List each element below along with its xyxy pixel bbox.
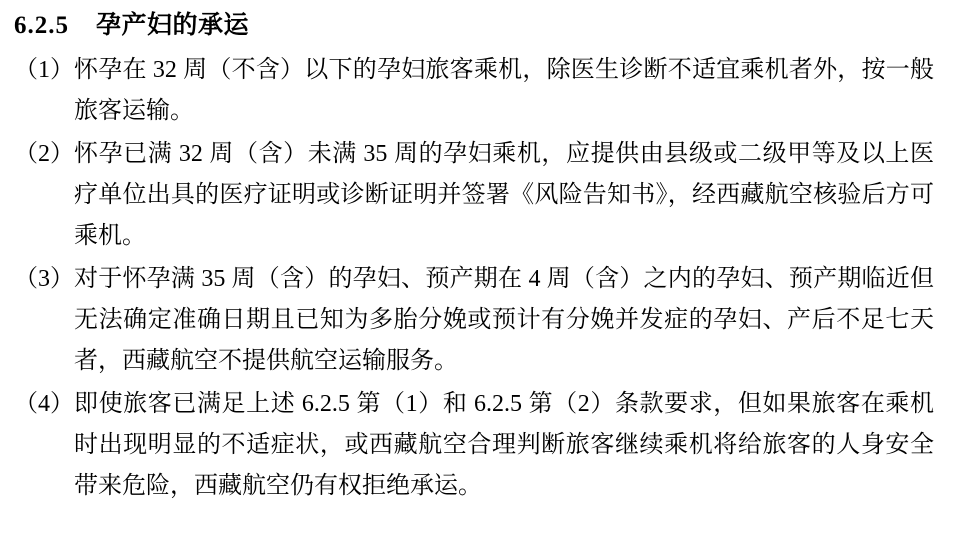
clause-text: 即使旅客已满足上述 6.2.5 第（1）和 6.2.5 第（2）条款要求，但如果旅客在乘机时出现明显的不适症状，或西藏航空合理判断旅客继续乘机将给旅客的人身安全带来危险，西藏航空仍有权拒绝承运。 bbox=[74, 391, 934, 499]
section-title: 孕产妇的承运 bbox=[96, 12, 250, 39]
clause-item bbox=[14, 134, 940, 257]
page-title bbox=[14, 8, 940, 44]
clause-marker: （1） bbox=[14, 57, 74, 83]
clause-marker: （2） bbox=[14, 141, 74, 167]
clause-item bbox=[14, 384, 940, 507]
clause-item bbox=[14, 50, 940, 132]
clause-text: 对于怀孕满 35 周（含）的孕妇、预产期在 4 周（含）之内的孕妇、预产期临近但无法确定准确日期且已知为多胎分娩或预计有分娩并发症的孕妇、产后不足七天者，西藏航空不提供航空运输服务。 bbox=[74, 266, 934, 374]
clause-text: 怀孕在 32 周（不含）以下的孕妇旅客乘机，除医生诊断不适宜乘机者外，按一般旅客运输。 bbox=[74, 57, 934, 124]
section-number: 6.2.5 bbox=[14, 12, 69, 39]
clause-marker: （4） bbox=[14, 391, 74, 417]
clause-item bbox=[14, 259, 940, 382]
clause-marker: （3） bbox=[14, 266, 74, 292]
clause-text: 怀孕已满 32 周（含）未满 35 周的孕妇乘机，应提供由县级或二级甲等及以上医疗单位出具的医疗证明或诊断证明并签署《风险告知书》，经西藏航空核验后方可乘机。 bbox=[74, 141, 934, 249]
